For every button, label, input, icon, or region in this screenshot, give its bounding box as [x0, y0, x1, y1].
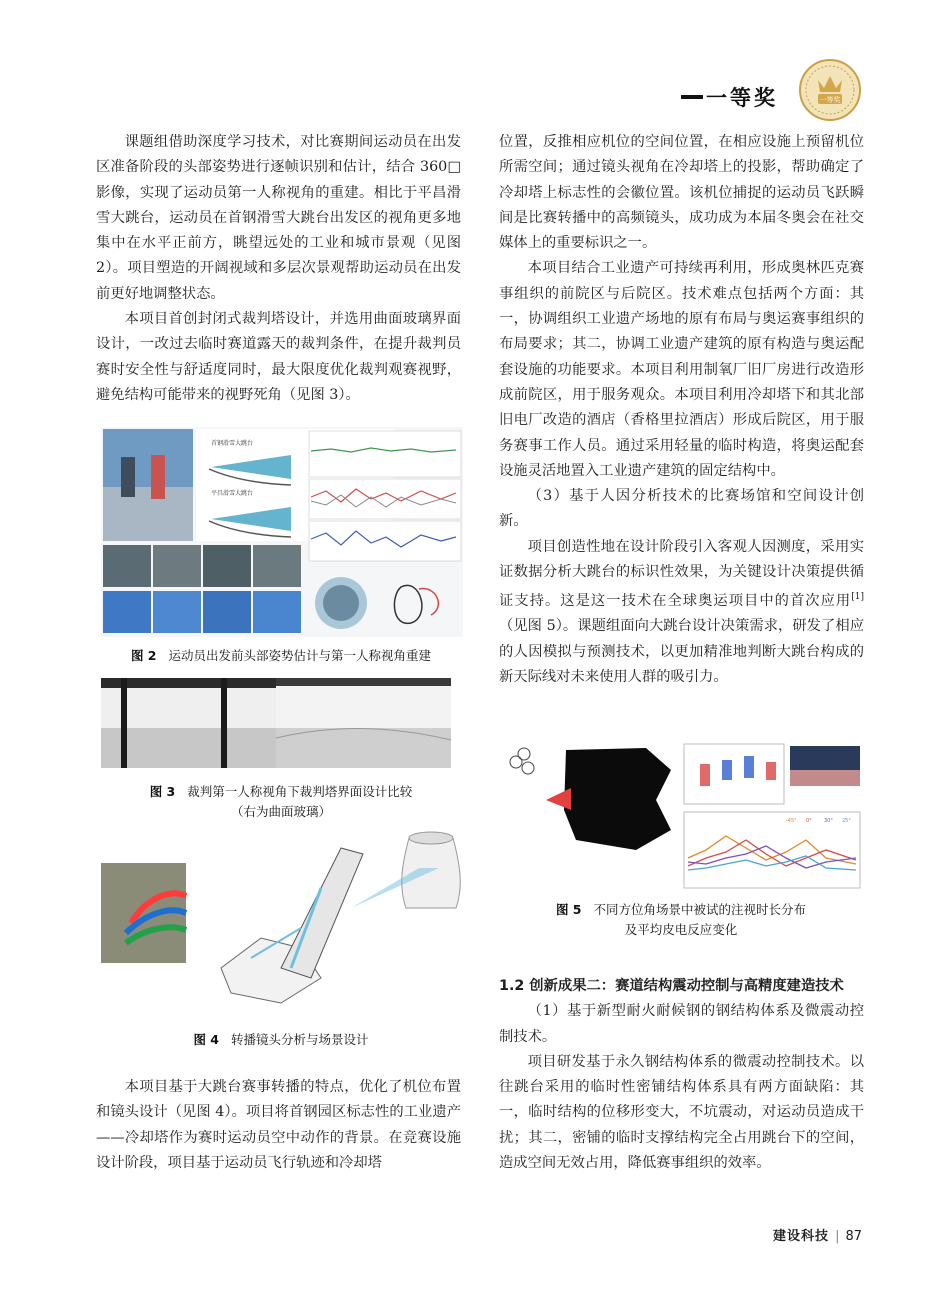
left-paragraph-1: 课题组借助深度学习技术，对比赛期间运动员在出发区准备阶段的头部姿势进行逐帧识别和估计，结合 360□ 影像，实现了运动员第一人称视角的重建。相比于平昌滑雪大跳台，运动员在首钢滑雪大跳台出发区的视角更多地集中在水平正前方，眺望远处的工业和城市景观（见图 2）。项目塑造的开阔视域和多层次景观帮助运动员在出发前更好地调整状态。	[96, 134, 461, 302]
seal-text: 一等奖	[819, 96, 841, 104]
page-number: 87	[845, 1229, 862, 1244]
page-footer	[773, 1225, 862, 1244]
right-paragraph-4a: 项目创造性地在设计阶段引入客观人因测度，采用实证数据分析大跳台的标识性效果，为关键设计决策提供循证支持。这是这一技术在全球奥运项目中的首次应用	[499, 538, 864, 610]
left-paragraph-3: 本项目基于大跳台赛事转播的特点，优化了机位布置和镜头设计（见图 4）。项目将首钢园区标志性的工业遗产——冷却塔作为赛时运动员空中动作的背景。在竞赛设施设计阶段，项目基于运动员飞行轨迹和冷却塔	[96, 1079, 461, 1171]
figure-2-number: 图 2	[130, 648, 157, 663]
figure-3-caption	[96, 782, 466, 822]
figure-5-caption-line2: 及平均皮电反应变化	[624, 922, 738, 937]
left-column-top	[96, 130, 461, 408]
right-column-top	[499, 130, 864, 690]
fig5-legend-4: 25°	[842, 818, 851, 824]
award-title: 一等奖	[706, 86, 778, 110]
left-column-bottom	[96, 1075, 461, 1176]
figure-5-caption-line1: 不同方位角场景中被试的注视时长分布	[593, 902, 807, 917]
figure-4-image	[101, 828, 463, 1018]
fig2-label-top: 首钢滑雪大跳台	[211, 440, 254, 447]
figure-3-image	[101, 678, 451, 768]
fig5-legend-1: -45°	[786, 818, 797, 824]
award-seal-icon	[798, 58, 862, 122]
figure-3-caption-line2: （右为曲面玻璃）	[230, 804, 331, 819]
figure-2-image	[101, 427, 463, 637]
figure-4-number: 图 4	[193, 1032, 220, 1047]
figure-3-caption-line1: 裁判第一人称视角下裁判塔界面设计比较	[187, 784, 413, 799]
figure-5-caption	[496, 900, 866, 940]
figure-5-number: 图 5	[555, 902, 582, 917]
right-paragraph-4	[499, 535, 864, 691]
footer-separator: |	[835, 1229, 840, 1244]
award-dash	[681, 95, 703, 99]
right-paragraph-3: （3）基于人因分析技术的比赛场馆和空间设计创新。	[499, 488, 864, 530]
left-paragraph-2: 本项目首创封闭式裁判塔设计，并选用曲面玻璃界面设计，一改过去临时赛道露天的裁判条件，在提升裁判员赛时安全性与舒适度同时，最大限度优化裁判观赛视野，避免结构可能带来的视野死角（见图 3）。	[96, 311, 461, 403]
figure-2-caption	[96, 646, 466, 666]
right-paragraph-2: 本项目结合工业遗产可持续再利用，形成奥林匹克赛事组织的前院区与后院区。技术难点包括两个方面：其一，协调组织工业遗产场地的原有布局与奥运赛事组织的布局要求；其二，协调工业遗产建筑的原有构造与奥运配套设施的功能要求。本项目利用制氧厂旧厂房进行改造形成前院区，用于服务观众。本项目利用冷却塔下和其北部旧电厂改造的酒店（香格里拉酒店）形成后院区，用于服务赛事工作人员。通过采用轻量的临时构造，将奥运配套设施灵活地置入工业遗产建筑的固定结构中。	[499, 260, 864, 479]
figure-4-caption	[96, 1030, 466, 1050]
section-heading-1-2: 1.2 创新成果二：赛道结构震动控制与高精度建造技术	[499, 978, 844, 994]
right-paragraph-5: （1）基于新型耐火耐候钢的钢结构体系及微震动控制技术。	[499, 1003, 865, 1045]
right-paragraph-6: 项目研发基于永久钢结构体系的微震动控制技术。以往跳台采用的临时性密铺结构体系具有两方面缺陷：其一，临时结构的位移形变大，不坑震动，对运动员造成干扰；其二，密铺的临时支撑结构完全占用跳台下的空间，造成空间无效占用，降低赛事组织的效率。	[499, 1053, 864, 1172]
fig5-legend-3: 30°	[824, 818, 833, 824]
journal-name: 建设科技	[773, 1229, 830, 1244]
right-column-bottom	[499, 974, 864, 1176]
citation-ref: [1]	[851, 592, 864, 603]
figure-2-caption-text: 运动员出发前头部姿势估计与第一人称视角重建	[168, 648, 432, 663]
right-paragraph-4b: （见图 5）。课题组面向大跳台设计决策需求，研发了相应的人因模拟与预测技术，以更加精准地判断大跳台构成的新天际线对未来使用人群的吸引力。	[499, 618, 864, 685]
right-paragraph-1: 位置，反推相应机位的空间位置，在相应设施上预留机位所需空间；通过镜头视角在冷却塔上的投影，帮助确定了冷却塔上标志性的会徽位置。该机位捕捉的运动员飞跃瞬间是比赛转播中的高频镜头，成功成为本届冬奥会在社交媒体上的重要标识之一。	[499, 134, 864, 252]
figure-5-image	[506, 740, 862, 892]
fig5-legend-2: 0°	[806, 818, 812, 824]
fig2-label-mid: 平昌滑雪大跳台	[211, 490, 254, 497]
figure-3-number: 图 3	[149, 784, 176, 799]
figure-4-caption-text: 转播镜头分析与场景设计	[231, 1032, 369, 1047]
